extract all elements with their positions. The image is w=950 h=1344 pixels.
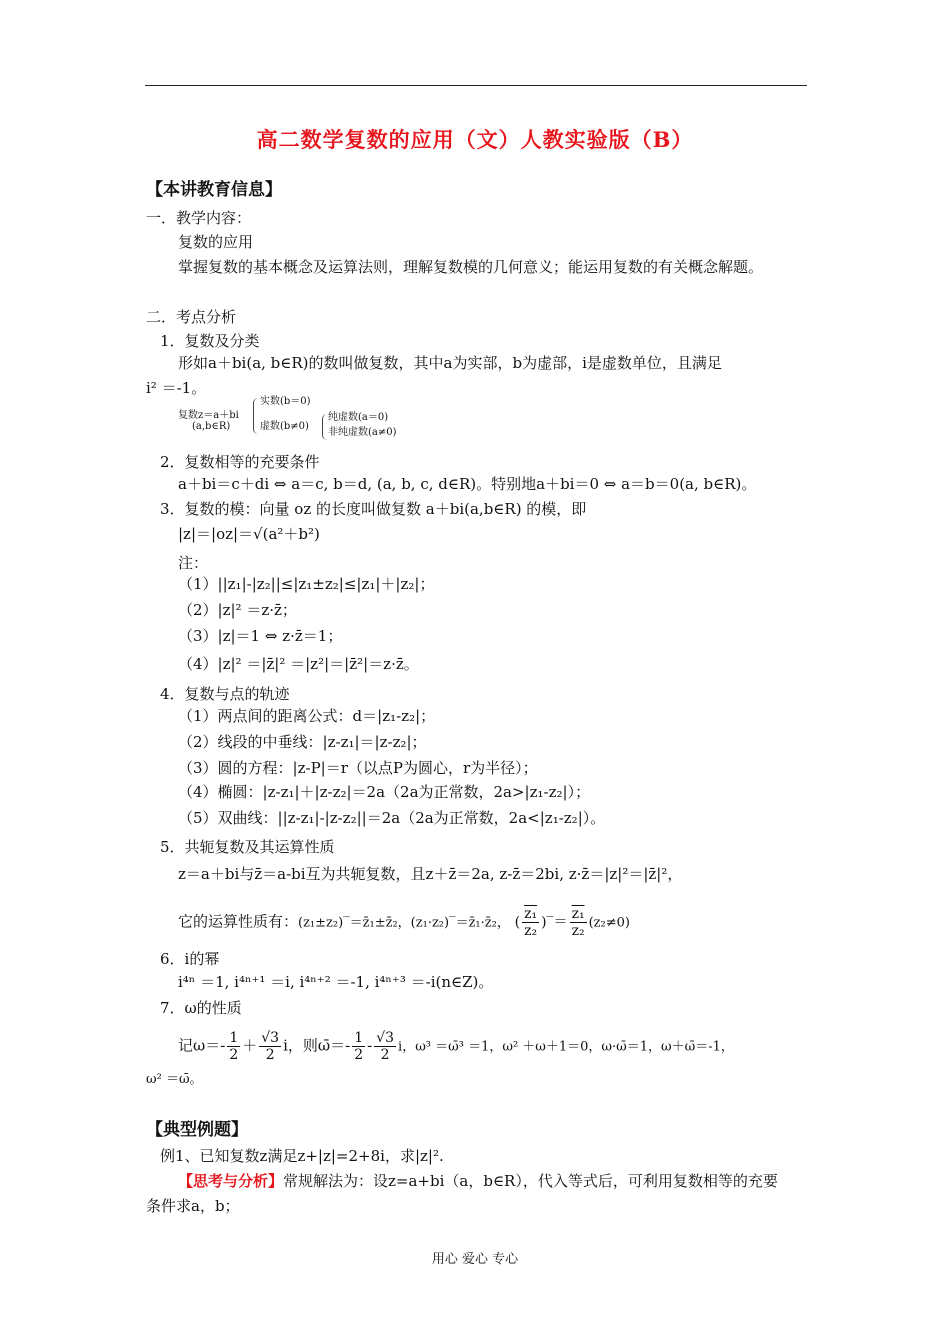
omega-frac-half-1 [227, 1030, 240, 1063]
frac-d: 2 [354, 1047, 364, 1063]
content-topic: 复数的应用 [178, 233, 254, 251]
note-2: （2）|z|² ＝z·z̄； [178, 601, 297, 619]
brace-inner [322, 414, 327, 440]
frac-n: 1 [229, 1030, 239, 1046]
point-2-title: 2．复数相等的充要条件 [160, 453, 320, 471]
content-goal: 掌握复数的基本概念及运算法则，理解复数模的几何意义；能运用复数的有关概念解题。 [178, 258, 764, 276]
page-footer: 用心 爱心 专心 [431, 1252, 519, 1267]
section-info-heading: 【本讲教育信息】 [146, 180, 282, 200]
class-real: 实数(b＝0) [260, 396, 311, 407]
point-5-line2-formulas: (z₁±z₂)‾＝z̄₁±z̄₂，(z₁·z₂)‾＝z̄₁·z̄₂， [298, 915, 510, 931]
frac-n: √3 [376, 1030, 395, 1046]
frac-den-right: z₂ [571, 923, 585, 939]
analysis-tag: 【思考与分析】 [178, 1172, 284, 1190]
analysis-heading: 二．考点分析 [146, 308, 237, 326]
omega-frac-half-2 [352, 1030, 365, 1063]
conj-frac-left [522, 906, 539, 939]
point-5-title: 5．共轭复数及其运算性质 [160, 838, 335, 856]
locus-2: （2）线段的中垂线：|z-z₁|＝|z-z₂|； [178, 733, 427, 751]
example-1: 例1、已知复数z满足z+|z|=2+8i，求|z|². [160, 1147, 444, 1165]
class-imag: 虚数(b≠0) [260, 421, 309, 432]
omega-def-start: 记ω＝- [178, 1036, 226, 1055]
point-1-title: 1．复数及分类 [160, 332, 260, 350]
class-left-sub: (a,b∈R) [192, 421, 231, 432]
point-5-line2-label: 它的运算性质有： [178, 912, 299, 931]
locus-3: （3）圆的方程：|z-P|＝r（以点P为圆心，r为半径）； [178, 759, 538, 777]
note-4: （4）|z|² ＝|z̄|² ＝|z²|＝|z̄²|＝z·z̄。 [178, 655, 419, 673]
class-nonpure: 非纯虚数(a≠0) [328, 427, 397, 438]
omega-properties: i，ω³ ＝ω̄³ ＝1，ω² ＋ω＋1＝0，ω·ω̄＝1，ω＋ω̄＝-1， [398, 1039, 734, 1055]
examples-heading: 【典型例题】 [146, 1120, 248, 1140]
brace-outer [253, 398, 258, 434]
page-title: 高二数学复数的应用（文）人教实验版（B） [256, 127, 694, 152]
point-3-formula: |z|＝|oz|＝√(a²＋b²) [178, 525, 320, 543]
frac-den-left: z₂ [524, 923, 538, 939]
note-1: （1）||z₁|-|z₂||≤|z₁±z₂|≤|z₁|＋|z₂|； [178, 575, 435, 593]
content-heading: 一．教学内容： [146, 209, 252, 227]
point-7-line2: ω² ＝ω̄。 [146, 1072, 203, 1087]
point-6-line: i⁴ⁿ ＝1, i⁴ⁿ⁺¹ ＝i, i⁴ⁿ⁺² ＝-1, i⁴ⁿ⁺³ ＝-i(n∈Z)。 [178, 973, 494, 991]
class-pure: 纯虚数(a＝0) [328, 412, 389, 423]
point-4-title: 4．复数与点的轨迹 [160, 685, 290, 703]
point-7-line1: 记ω＝- $\frac{1}{2}$ ＋ $\frac{√3}{2}$ i，则ω̄＝- $\frac{1}{2}$ - $\frac{√3}{2}$ i，ω³ ＝ω̄³ ＝1，ω² ＋ω＋1＝0，ω·ω̄＝1，ω＋ω̄＝-1， [178, 1030, 734, 1063]
omega-conj-start: ，则ω̄＝- [287, 1036, 351, 1055]
point-7-title: 7．ω的性质 [160, 999, 242, 1017]
frac-d: 2 [380, 1047, 390, 1063]
class-left: 复数z＝a＋bi [178, 410, 239, 421]
omega-frac-sqrt3-2 [374, 1030, 396, 1063]
header-rule [145, 85, 807, 86]
example-1-analysis-2: 条件求a，b； [146, 1197, 240, 1215]
frac-num-right: z₁ [571, 906, 585, 922]
frac-n: √3 [261, 1030, 280, 1046]
frac-n: 1 [354, 1030, 364, 1046]
frac-d: 2 [265, 1047, 275, 1063]
point-5-line1: z＝a＋bi与z̄＝a-bi互为共轭复数，且z＋z̄＝2a, z-z̄＝2bi, z·z̄＝|z|²＝|z̄|²， [178, 865, 683, 883]
point-5-line2: 它的运算性质有：(z₁±z₂)‾＝z̄₁±z̄₂，(z₁·z₂)‾＝z̄₁·z̄₂， ( $\frac{\text{z₁}}{\text{z₂}}$ )‾＝ $\frac{\text{z₁}}{\text{z₂}}$ (z₂≠0) [178, 906, 630, 939]
frac-num-left: z₁ [524, 906, 538, 922]
point-6-title: 6．i的幂 [160, 950, 220, 968]
analysis-text: 常规解法为：设z=a+bi（a，b∈R），代入等式后，可利用复数相等的充要 [283, 1172, 778, 1190]
note-label: 注： [178, 554, 209, 572]
frac-condition: (z₂≠0) [588, 915, 630, 931]
locus-4: （4）椭圆：|z-z₁|＋|z-z₂|＝2a（2a为正常数，2a>|z₁-z₂|）； [178, 783, 591, 801]
omega-frac-sqrt3-1 [259, 1030, 281, 1063]
point-3-title: 3．复数的模：向量 oz 的长度叫做复数 a＋bi(a,b∈R) 的模，即 [160, 500, 587, 518]
locus-1: （1）两点间的距离公式：d＝|z₁-z₂|； [178, 707, 436, 725]
example-1-analysis [178, 1171, 778, 1191]
point-1-line2: i² ＝-1。 [146, 379, 207, 397]
point-1-line1: 形如a＋bi(a, b∈R)的数叫做复数，其中a为实部，b为虚部，i是虚数单位，且满足 [178, 354, 722, 372]
locus-5: （5）双曲线：||z-z₁|-|z-z₂||＝2a（2a为正常数，2a<|z₁-z₂|）。 [178, 809, 606, 827]
frac-d: 2 [229, 1047, 239, 1063]
conj-frac-right [570, 906, 587, 939]
point-2-line: a＋bi＝c＋di ⇔ a＝c, b＝d, (a, b, c, d∈R)。特别地a＋bi＝0 ⇔ a＝b＝0(a, b∈R)。 [178, 475, 757, 493]
note-3: （3）|z|＝1 ⇔ z·z̄＝1； [178, 627, 343, 645]
